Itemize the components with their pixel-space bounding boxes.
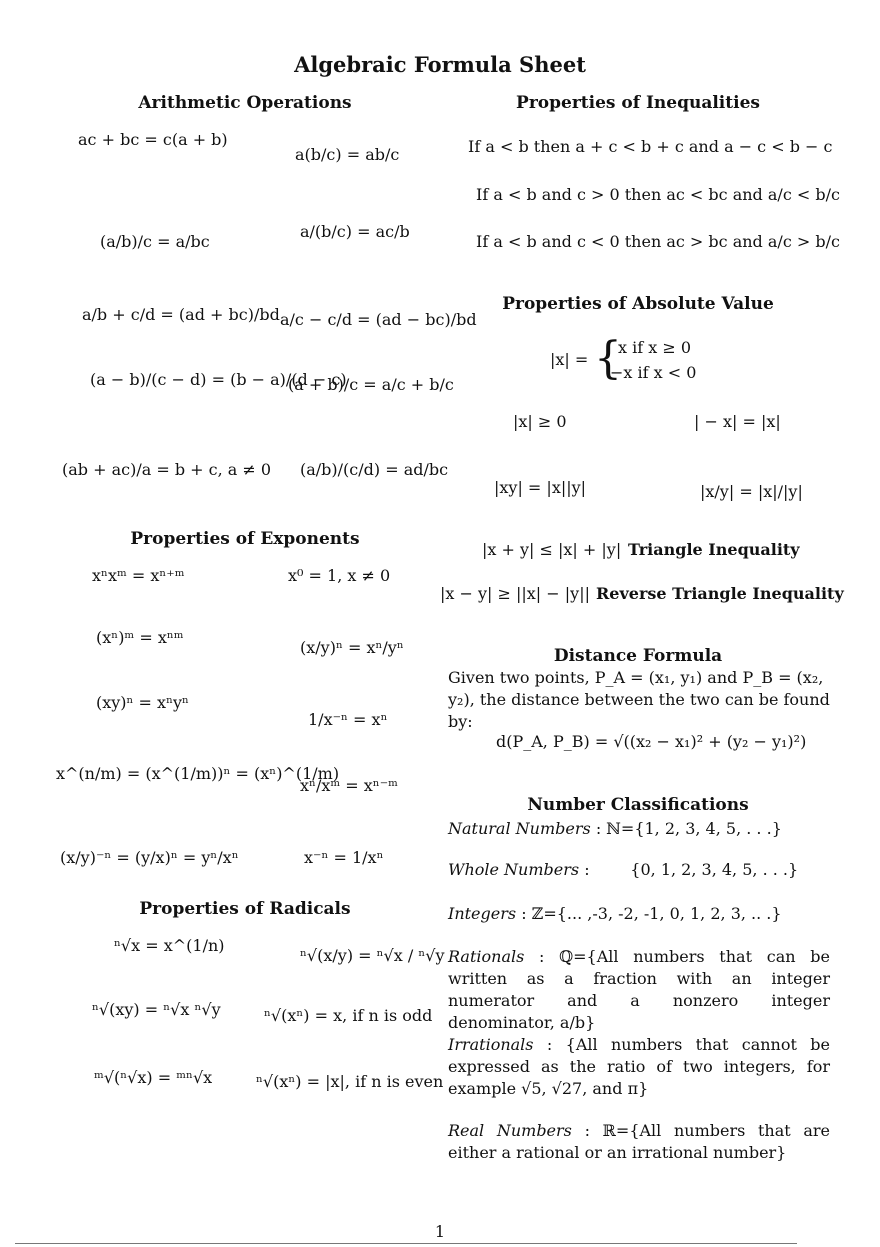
radicals-formula-4: ⁿ√(xⁿ) = x, if n is odd — [264, 1006, 433, 1025]
absolute-def-lhs: |x| = — [550, 350, 589, 369]
arithmetic-formula-8: (a + b)/c = a/c + b/c — [288, 375, 454, 394]
exponents-formula-2: x⁰ = 1, x ≠ 0 — [288, 566, 391, 585]
rationals — [448, 946, 830, 1034]
whole-numbers-value: : {0, 1, 2, 3, 4, 5, . . .} — [584, 860, 799, 879]
natural-numbers-value: : ℕ={1, 2, 3, 4, 5, . . .} — [595, 819, 782, 838]
real-numbers — [448, 1120, 830, 1164]
exponents-formula-1: xⁿxᵐ = xⁿ⁺ᵐ — [92, 566, 185, 585]
exponents-formula-4: (x/y)ⁿ = xⁿ/yⁿ — [300, 638, 404, 657]
integers — [448, 903, 830, 925]
arithmetic-formula-9: (ab + ac)/a = b + c, a ≠ 0 — [62, 460, 272, 479]
irrationals-value: : {All numbers that cannot be expressed as the ratio of two integers, for example √5, √27, and π} — [448, 1035, 830, 1098]
whole-numbers-label: Whole Numbers — [448, 860, 580, 879]
exponents-formula-8: xⁿ/xᵐ = xⁿ⁻ᵐ — [300, 776, 398, 795]
inequalities-heading: Properties of Inequalities — [516, 93, 760, 113]
absolute-formula-3: |xy| = |x||y| — [494, 478, 587, 497]
integers-label: Integers — [448, 904, 517, 923]
reverse-triangle-inequality-formula: |x − y| ≥ ||x| − |y|| — [440, 584, 590, 603]
arithmetic-formula-3: (a/b)/c = a/bc — [100, 232, 210, 251]
whole-numbers — [448, 859, 830, 881]
radicals-formula-2: ⁿ√(x/y) = ⁿ√x / ⁿ√y — [300, 946, 445, 965]
natural-numbers-label: Natural Numbers — [448, 819, 591, 838]
real-numbers-label: Real Numbers — [448, 1121, 572, 1140]
arithmetic-formula-4: a/(b/c) = ac/b — [300, 222, 410, 241]
exponents-formula-3: (xⁿ)ᵐ = xⁿᵐ — [96, 628, 184, 647]
radicals-formula-5: ᵐ√(ⁿ√x) = ᵐⁿ√x — [94, 1068, 213, 1087]
irrationals-label: Irrationals — [448, 1035, 534, 1054]
real-numbers-value: : ℝ={All numbers that are either a rational or an irrational number} — [448, 1121, 830, 1162]
radicals-formula-1: ⁿ√x = x^(1/n) — [114, 936, 225, 955]
arithmetic-formula-10: (a/b)/(c/d) = ad/bc — [300, 460, 449, 479]
rationals-value: : ℚ={All numbers that can be written as a fraction with an integer numerator and a nonzero integer denominator, a/b} — [448, 947, 830, 1032]
absolute-formula-4: |x/y| = |x|/|y| — [700, 482, 803, 501]
arithmetic-formula-2: a(b/c) = ab/c — [295, 145, 400, 164]
exponents-formula-6: 1/x⁻ⁿ = xⁿ — [308, 710, 388, 729]
absolute-def-case-1: x if x ≥ 0 — [618, 338, 692, 357]
radicals-formula-3: ⁿ√(xy) = ⁿ√x ⁿ√y — [92, 1000, 221, 1019]
exponents-heading: Properties of Exponents — [130, 529, 360, 549]
exponents-formula-7: x^(n/m) = (x^(1/m))ⁿ = (xⁿ)^(1/m) — [56, 764, 340, 783]
numbers-heading: Number Classifications — [527, 795, 749, 815]
triangle-inequality-formula: |x + y| ≤ |x| + |y| — [482, 540, 622, 559]
arithmetic-formula-1: ac + bc = c(a + b) — [78, 130, 228, 149]
absolute-formula-2: | − x| = |x| — [694, 412, 781, 431]
inequalities-formula-2: If a < b and c > 0 then ac < bc and a/c < b/c — [476, 185, 840, 204]
radicals-heading: Properties of Radicals — [139, 899, 351, 919]
integers-value: : ℤ={... ,-3, -2, -1, 0, 1, 2, 3, .. .} — [521, 904, 782, 923]
triangle-inequality-label: Triangle Inequality — [628, 540, 800, 559]
distance-formula: d(P_A, P_B) = √((x₂ − x₁)² + (y₂ − y₁)²) — [496, 732, 807, 751]
distance-text: Given two points, P_A = (x₁, y₁) and P_B = (x₂, y₂), the distance between the two can be found by: — [448, 668, 830, 731]
page-title: Algebraic Formula Sheet — [294, 52, 586, 77]
exponents-formula-10: x⁻ⁿ = 1/xⁿ — [304, 848, 384, 867]
absolute-def-brace: { — [594, 333, 622, 384]
arithmetic-formula-5: a/b + c/d = (ad + bc)/bd — [82, 305, 280, 324]
page-number: 1 — [434, 1222, 446, 1241]
reverse-triangle-inequality-label: Reverse Triangle Inequality — [596, 584, 844, 603]
inequalities-formula-1: If a < b then a + c < b + c and a − c < b − c — [468, 137, 833, 156]
irrationals — [448, 1034, 830, 1100]
inequalities-formula-3: If a < b and c < 0 then ac > bc and a/c > b/c — [476, 232, 840, 251]
exponents-formula-5: (xy)ⁿ = xⁿyⁿ — [96, 693, 189, 712]
footer-rule — [15, 1243, 797, 1244]
absolute-formula-1: |x| ≥ 0 — [513, 412, 567, 431]
exponents-formula-9: (x/y)⁻ⁿ = (y/x)ⁿ = yⁿ/xⁿ — [60, 848, 239, 867]
arithmetic-heading: Arithmetic Operations — [138, 93, 352, 113]
radicals-formula-6: ⁿ√(xⁿ) = |x|, if n is even — [256, 1072, 444, 1091]
natural-numbers — [448, 818, 830, 840]
rationals-label: Rationals — [448, 947, 525, 966]
distance-heading: Distance Formula — [553, 646, 723, 666]
absolute-heading: Properties of Absolute Value — [502, 294, 774, 314]
arithmetic-formula-7: (a − b)/(c − d) = (b − a)/(d − c) — [90, 370, 347, 389]
absolute-def-case-2: −x if x < 0 — [610, 363, 697, 382]
arithmetic-formula-6: a/c − c/d = (ad − bc)/bd — [280, 310, 477, 329]
